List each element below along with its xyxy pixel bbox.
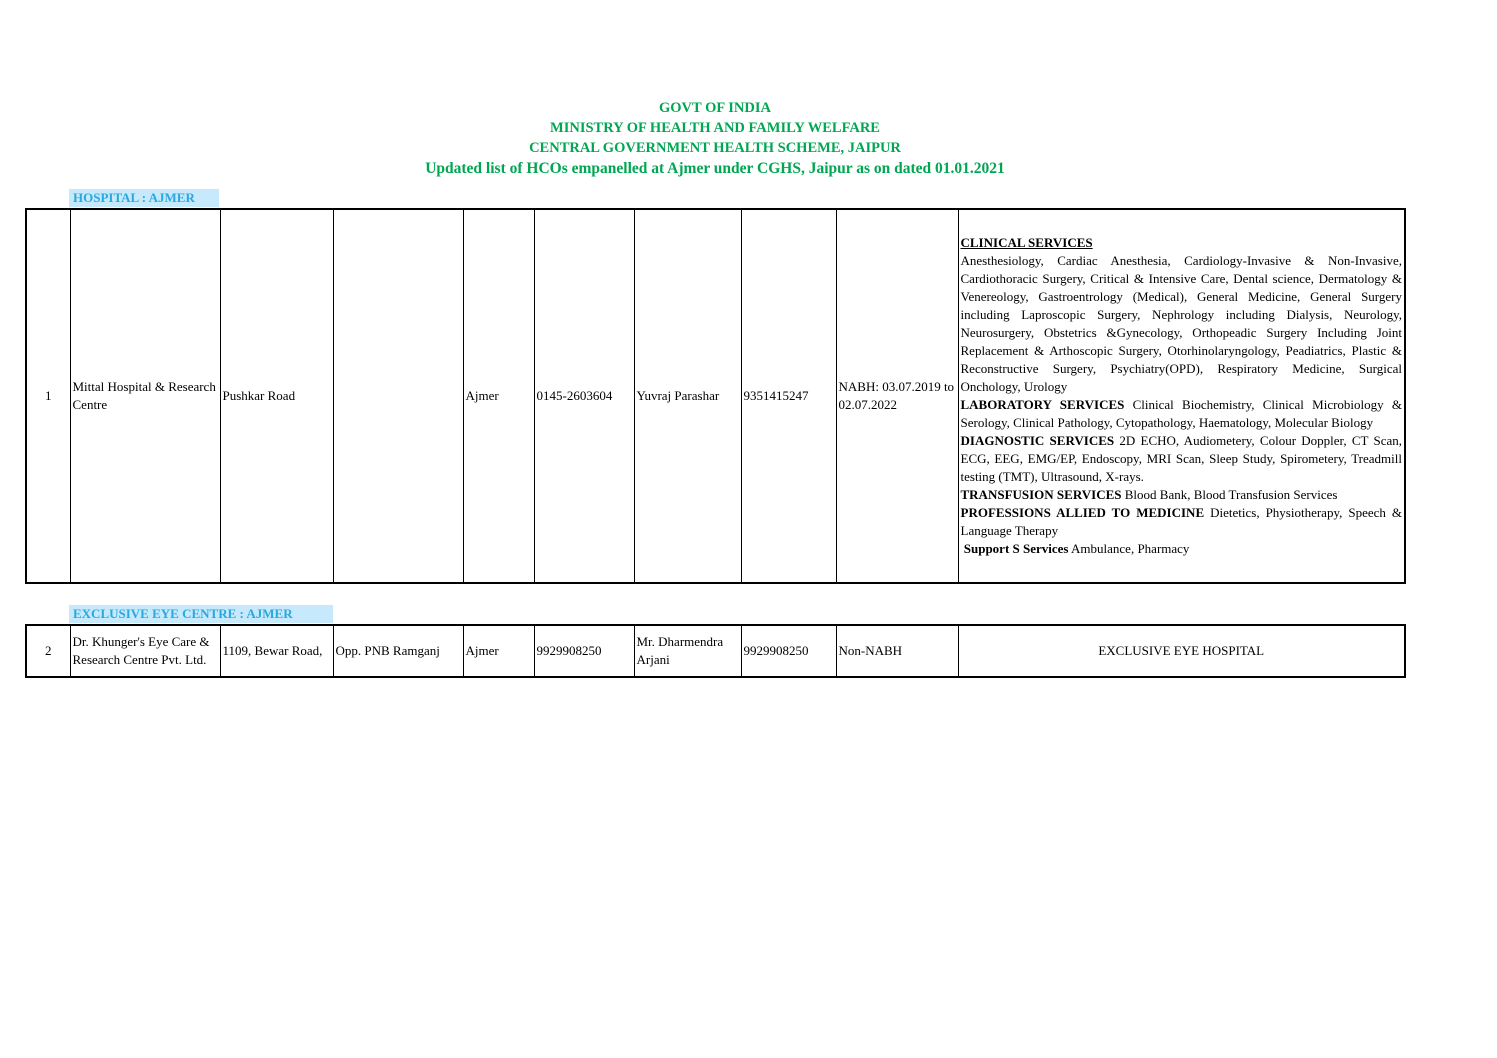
serial-number: 2	[26, 625, 70, 677]
serial-number: 1	[26, 209, 70, 583]
table-row	[26, 625, 1405, 677]
transfusion-services-text: Blood Bank, Blood Transfusion Services	[1124, 487, 1338, 502]
hco-address: Pushkar Road	[220, 209, 333, 583]
diagnostic-services-text: 2D ECHO, Audiometery, Colour Doppler, CT Scan, ECG, EEG, EMG/EP, Endoscopy, MRI Scan, Sleep Study, Spirometery, Treadmill testing (TMT), Ultrasound, X-rays.	[960, 433, 1402, 484]
support-services-text: Ambulance, Pharmacy	[1071, 541, 1190, 556]
laboratory-services-heading: LABORATORY SERVICES	[960, 397, 1125, 412]
contact-person: Mr. Dharmendra Arjani	[634, 625, 741, 677]
hco-city: Ajmer	[463, 209, 534, 583]
services-list: EXCLUSIVE EYE HOSPITAL	[958, 625, 1405, 677]
hco-name: Dr. Khunger's Eye Care & Research Centre Pvt. Ltd.	[70, 625, 220, 677]
clinical-services-text: Anesthesiology, Cardiac Anesthesia, Cardiology-Invasive & Non-Invasive, Cardiothoracic Surgery, Critical & Intensive Care, Dental science, Dermatology & Venereology, Gastroentrology (Medical), General Medicine, General Surgery including Laproscopic Surgery, Nephrology including Dialysis, Neurology, Neurosurgery, Obstetrics &Gynecology, Orthopeadic Surgery Including Joint Replacement & Arthoscopic Surgery, Otorhinolaryngology, Peadiatrics, Plastic & Reconstructive Surgery, Psychiatry(OPD), Respiratory Medicine, Surgical Onchology, Urology	[960, 253, 1402, 394]
section-label-eye-centre: EXCLUSIVE EYE CENTRE : AJMER	[69, 605, 333, 623]
header-subtitle: Updated list of HCOs empanelled at Ajmer under CGHS, Jaipur as on dated 01.01.2021	[425, 160, 1005, 177]
hco-address-extra: Opp. PNB Ramganj	[333, 625, 463, 677]
laboratory-services-text: Clinical Biochemistry, Clinical Microbiology & Serology, Clinical Pathology, Cytopathology, Haematology, Molecular Biology	[960, 397, 1403, 430]
header-scheme: CENTRAL GOVERNMENT HEALTH SCHEME, JAIPUR	[529, 140, 901, 156]
hco-city: Ajmer	[463, 625, 534, 677]
hco-phone: 0145-2603604	[534, 209, 634, 583]
transfusion-services-heading: TRANSFUSION SERVICES	[960, 487, 1122, 502]
hco-address-extra	[333, 209, 463, 583]
hco-phone: 9929908250	[534, 625, 634, 677]
allied-professions-heading: PROFESSIONS ALLIED TO MEDICINE	[960, 505, 1205, 520]
diagnostic-services-heading: DIAGNOSTIC SERVICES	[960, 433, 1115, 448]
header-ministry: MINISTRY OF HEALTH AND FAMILY WELFARE	[550, 120, 880, 136]
hospital-table	[25, 208, 1406, 584]
contact-mobile: 9929908250	[741, 625, 836, 677]
accreditation-status: Non-NABH	[836, 625, 958, 677]
allied-professions-text: Dietetics, Physiotherapy, Speech & Language Therapy	[960, 505, 1402, 538]
hco-address: 1109, Bewar Road,	[220, 625, 333, 677]
contact-mobile: 9351415247	[741, 209, 836, 583]
support-services-heading: Support S Services	[963, 541, 1069, 556]
table-row	[26, 209, 1405, 583]
document-header	[0, 98, 1430, 179]
clinical-services-heading: CLINICAL SERVICES	[960, 235, 1093, 250]
services-list	[958, 209, 1405, 583]
accreditation-status: NABH: 03.07.2019 to 02.07.2022	[836, 209, 958, 583]
section-label-hospital: HOSPITAL : AJMER	[69, 189, 219, 207]
eye-centre-table	[25, 624, 1406, 678]
hco-name: Mittal Hospital & Research Centre	[70, 209, 220, 583]
header-govt: GOVT OF INDIA	[659, 100, 771, 116]
contact-person: Yuvraj Parashar	[634, 209, 741, 583]
